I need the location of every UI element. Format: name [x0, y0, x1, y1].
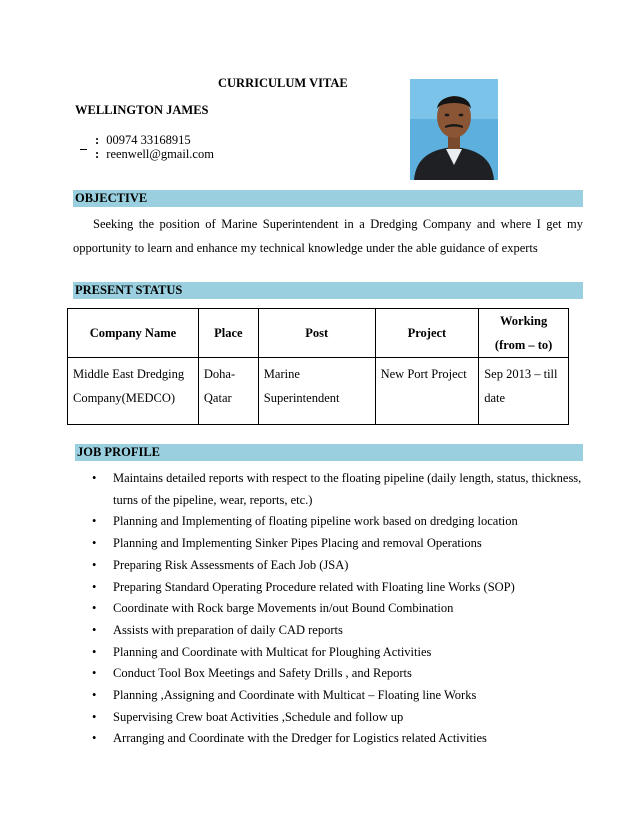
working-label: Working [499, 314, 548, 328]
cell-company [68, 358, 199, 425]
column-header-project: Project [375, 309, 479, 358]
column-header-working [479, 309, 569, 358]
table-row [68, 358, 569, 425]
cell-post [258, 358, 375, 425]
company-line-1: Middle East Dredging [73, 367, 185, 381]
list-item: • Conduct Tool Box Meetings and Safety Drills , and Reports [92, 663, 587, 685]
post-line-2: Superintendent [263, 391, 340, 405]
phone-colon: : [95, 133, 100, 147]
present-status-table [67, 308, 569, 425]
cell-working [479, 358, 569, 425]
working-line-1: Sep 2013 – till [484, 367, 558, 381]
document-title: CURRICULUM VITAE [218, 76, 348, 90]
column-header-place: Place [198, 309, 258, 358]
list-item: • Planning and Coordinate with Multicat for Ploughing Activities [92, 642, 587, 664]
list-item: • Arranging and Coordinate with the Dredger for Logistics related Activities [92, 728, 587, 750]
person-photo-icon [410, 79, 498, 180]
company-line-2: Company(MEDCO) [73, 391, 176, 405]
present-status-heading: PRESENT STATUS [73, 282, 583, 299]
list-item: • Preparing Standard Operating Procedure related with Floating line Works (SOP) [92, 577, 587, 599]
list-item: • Assists with preparation of daily CAD reports [92, 620, 587, 642]
objective-text: Seeking the position of Marine Superintendent in a Dredging Company and where I get my opportunity to learn and enhance my technical knowledge under the able guidance of experts [73, 217, 583, 255]
cell-project [375, 358, 479, 425]
list-item: • Planning and Implementing Sinker Pipes Placing and removal Operations [92, 533, 587, 555]
place-line-2: Qatar [203, 391, 232, 405]
list-item: • Supervising Crew boat Activities ,Schedule and follow up [92, 707, 587, 729]
bullet-dash [80, 149, 87, 150]
cell-place [198, 358, 258, 425]
post-line-1: Marine [263, 367, 300, 381]
phone-number: 00974 33168915 [106, 133, 191, 147]
place-line-1: Doha- [203, 367, 236, 381]
list-item: • Coordinate with Rock barge Movements in/out Bound Combination [92, 598, 587, 620]
project-name: New Port Project [380, 367, 467, 381]
list-item: • Preparing Risk Assessments of Each Job (JSA) [92, 555, 587, 577]
job-profile-list [92, 468, 587, 750]
email-line [95, 147, 214, 162]
objective-heading: OBJECTIVE [73, 190, 583, 207]
list-item: • Planning and Implementing of floating pipeline work based on dredging location [92, 511, 587, 533]
list-item: • Planning ,Assigning and Coordinate with Multicat – Floating line Works [92, 685, 587, 707]
working-period-label: (from – to) [494, 338, 553, 352]
candidate-name: WELLINGTON JAMES [75, 103, 209, 117]
table-header-row [68, 309, 569, 358]
column-header-post: Post [258, 309, 375, 358]
list-item: • Maintains detailed reports with respect to the floating pipeline (daily length, status, thickness, turns of the pipeline, wear, reports, etc.) [92, 468, 587, 511]
phone-line [95, 133, 191, 148]
working-line-2: date [484, 391, 506, 405]
email-colon: : [95, 147, 100, 161]
column-header-company: Company Name [68, 309, 199, 358]
job-profile-heading: JOB PROFILE [75, 444, 583, 461]
email-address: reenwell@gmail.com [106, 147, 214, 161]
